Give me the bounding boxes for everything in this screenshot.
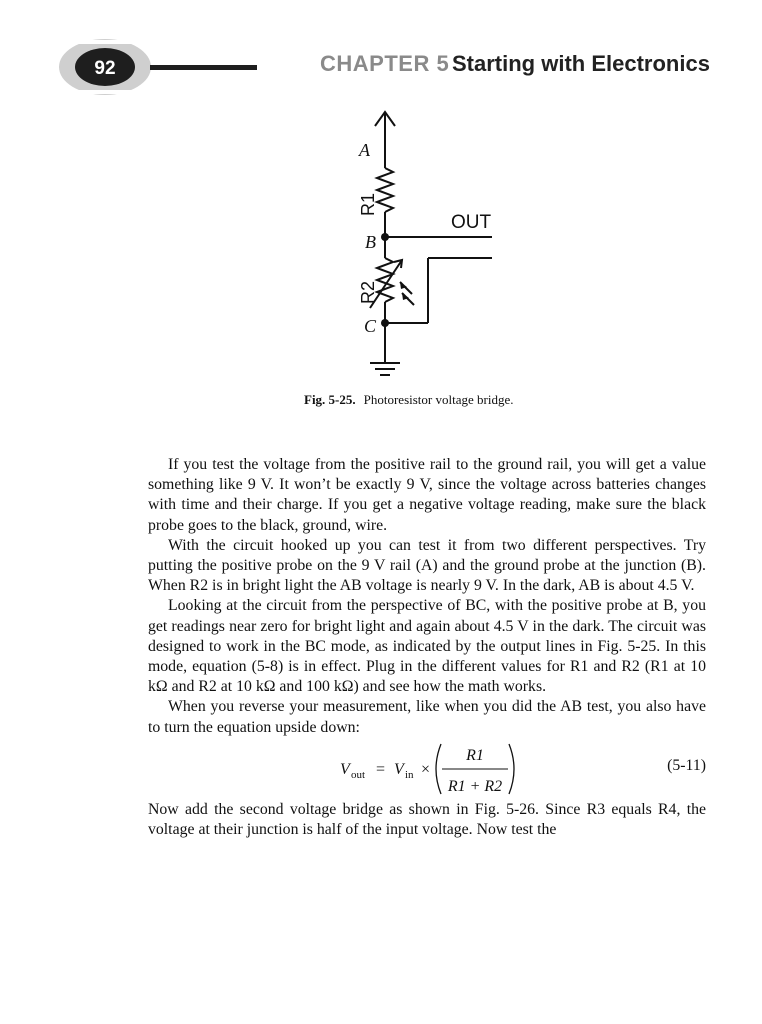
r2-label: R2 [358, 280, 378, 304]
node-b-dot [381, 233, 389, 241]
header-rule [150, 65, 257, 70]
eq-rhs-sub: in [405, 768, 414, 781]
paragraph-1: If you test the voltage from the positive rail to the ground rail, you will get a value something like 9 V. It won’t be exactly 9 V, since the voltage across batteries changes with time and their charge. If you get a negative voltage reading, make sure the black probe goes to the black, ground, wire. [148, 456, 706, 534]
eq-numerator: R1 [466, 746, 484, 764]
eq-lhs: V [340, 760, 350, 778]
node-b-label: B [365, 232, 376, 252]
equation-5-11 [148, 738, 706, 800]
page-number: 92 [94, 58, 116, 79]
paragraph-4: When you reverse your measurement, like when you did the AB test, you also have to turn the equation upside down: [148, 698, 706, 736]
resistor-r1 [377, 168, 393, 212]
figure-caption [304, 392, 513, 408]
paragraph-3: Looking at the circuit from the perspective of BC, with the positive probe at B, you get readings near zero for bright light and again about 4.5 V in the dark. The circuit was designed to work in the BC mode, as indicated by the output lines in Fig. 5-25. In this mode, equation (5-8) is in effect. Plug in the different values for R1 and R2 (R1 at 10 kΩ and R2 at 10 kΩ and 100 kΩ) and see how the math works. [148, 597, 706, 696]
eq-times: × [421, 760, 431, 778]
r1-label: R1 [358, 192, 378, 216]
node-a-label: A [359, 140, 370, 160]
out-label: OUT [451, 212, 492, 233]
equation-number: (5-11) [667, 756, 706, 774]
eq-equals: = [376, 760, 386, 778]
eq-denominator: R1 + R2 [447, 777, 503, 795]
figure-caption-text: Photoresistor voltage bridge. [363, 392, 514, 407]
eq-lhs-sub: out [351, 768, 366, 781]
chapter-title: Starting with Electronics [452, 51, 710, 76]
node-c-dot [381, 319, 389, 327]
figure-number: Fig. 5-25. [304, 392, 356, 407]
chapter-label: CHAPTER 5 [320, 51, 450, 76]
eq-right-paren [509, 744, 514, 794]
paragraph-5: Now add the second voltage bridge as shown in Fig. 5-26. Since R3 equals R4, the voltage at their junction is half of the input voltage. Now test the [148, 800, 706, 839]
circuit-diagram [330, 100, 530, 390]
eq-rhs-v: V [394, 760, 404, 778]
paragraph-2: With the circuit hooked up you can test it from two different perspectives. Try putting the positive probe on the 9 V rail (A) and the ground probe at the junction (B). When R2 is in bright light the AB voltage is nearly 9 V. In the dark, AB is about 4.5 V. [148, 536, 706, 595]
eq-left-paren [436, 744, 441, 794]
node-c-label: C [363, 316, 376, 336]
equation-formula [328, 738, 528, 800]
body-text [148, 455, 706, 840]
